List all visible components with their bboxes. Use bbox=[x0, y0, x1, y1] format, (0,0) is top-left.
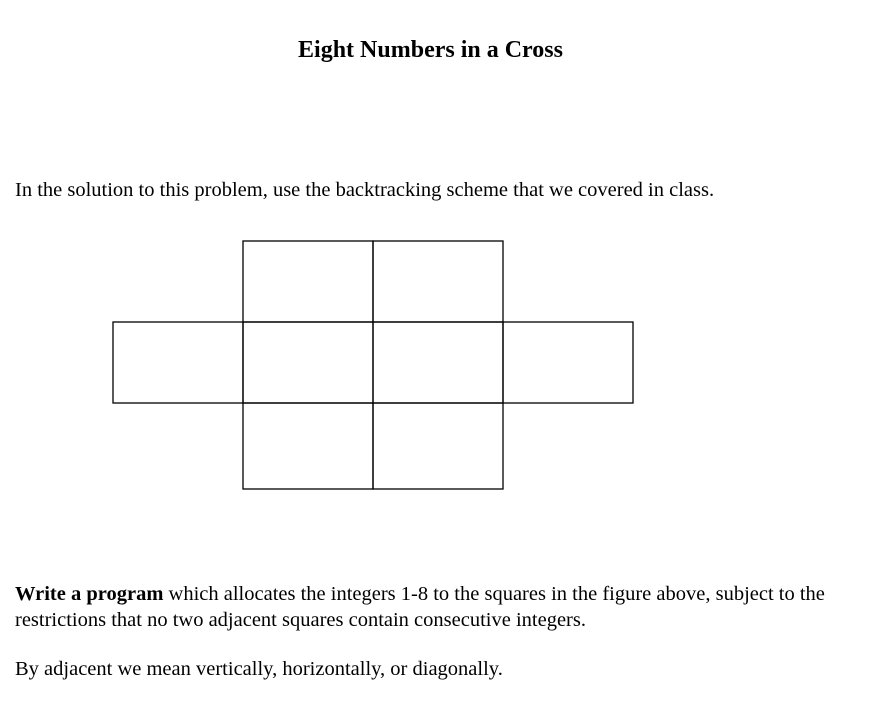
task-text: which allocates the integers 1-8 to the squares in the figure above, subject to the restrictions that no two adjacent squares contain consecutive integers. bbox=[15, 583, 825, 631]
cross-square-middle-4 bbox=[503, 322, 633, 403]
task-paragraph bbox=[15, 581, 875, 633]
cross-square-top-right bbox=[373, 241, 503, 322]
task-emphasis: Write a program bbox=[15, 583, 164, 605]
page-title: Eight Numbers in a Cross bbox=[298, 37, 563, 63]
cross-square-bottom-right bbox=[373, 403, 503, 489]
cross-square-middle-2 bbox=[243, 322, 373, 403]
cross-square-bottom-left bbox=[243, 403, 373, 489]
cross-square-middle-1 bbox=[113, 322, 243, 403]
cross-square-middle-3 bbox=[373, 322, 503, 403]
intro-paragraph: In the solution to this problem, use the backtracking scheme that we covered in class. bbox=[15, 179, 715, 201]
cross-square-top-left bbox=[243, 241, 373, 322]
adjacency-paragraph: By adjacent we mean vertically, horizontally, or diagonally. bbox=[15, 658, 503, 680]
